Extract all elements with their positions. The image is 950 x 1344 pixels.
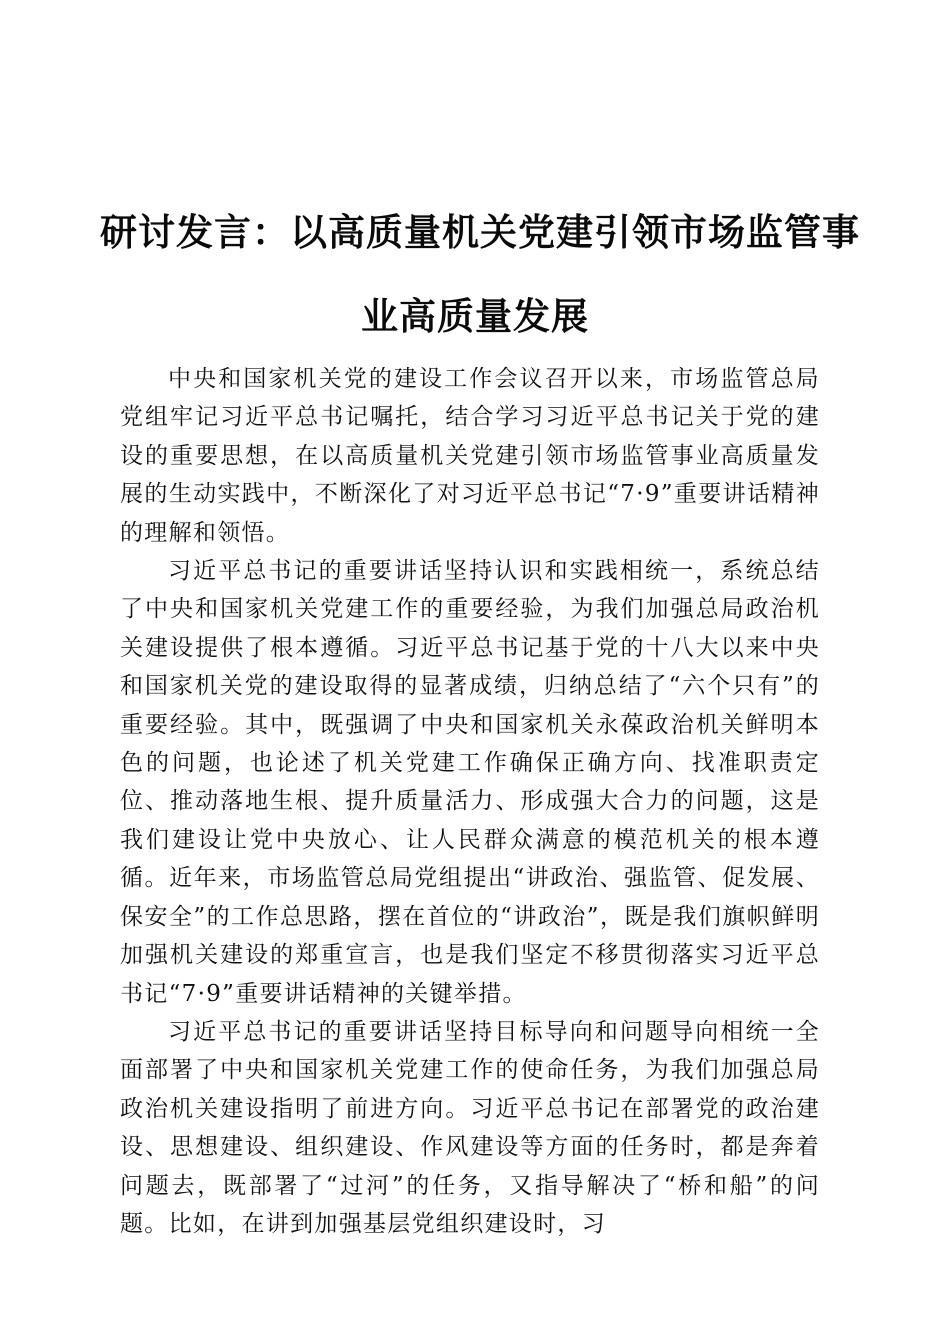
title-line-2: 业高质量发展	[361, 293, 589, 338]
title-line-1: 研讨发言：以高质量机关党建引领市场监管事	[100, 209, 860, 254]
document-title	[100, 190, 860, 358]
paragraph-1: 中央和国家机关党的建设工作会议召开以来，市场监管总局党组牢记习近平总书记嘱托，结合学习习近平总书记关于党的建设的重要思想，在以高质量机关党建引领市场监管事业高质量发展的生动实践中，不断深化了对习近平总书记“7·9”重要讲话精神的理解和领悟。	[120, 366, 820, 546]
paragraph-3: 习近平总书记的重要讲话坚持目标导向和问题导向相统一全面部署了中央和国家机关党建工作的使命任务，为我们加强总局政治机关建设指明了前进方向。习近平总书记在部署党的政治建设、思想建设、组织建设、作风建设等方面的任务时，都是奔着问题去，既部署了“过河”的任务，又指导解决了“桥和船”的问题。比如，在讲到加强基层党组织建设时，习	[120, 1018, 820, 1237]
document-body	[120, 360, 820, 1243]
paragraph-2: 习近平总书记的重要讲话坚持认识和实践相统一，系统总结了中央和国家机关党建工作的重要经验，为我们加强总局政治机关建设提供了根本遵循。习近平总书记基于党的十八大以来中央和国家机关党的建设取得的显著成绩，归纳总结了“六个只有”的重要经验。其中，既强调了中央和国家机关永葆政治机关鲜明本色的问题，也论述了机关党建工作确保正确方向、找准职责定位、推动落地生根、提升质量活力、形成强大合力的问题，这是我们建设让党中央放心、让人民群众满意的模范机关的根本遵循。近年来，市场监管总局党组提出“讲政治、强监管、促发展、保安全”的工作总思路，摆在首位的“讲政治”，既是我们旗帜鲜明加强机关建设的郑重宣言，也是我们坚定不移贯彻落实习近平总书记“7·9”重要讲话精神的关键举措。	[120, 558, 820, 1007]
